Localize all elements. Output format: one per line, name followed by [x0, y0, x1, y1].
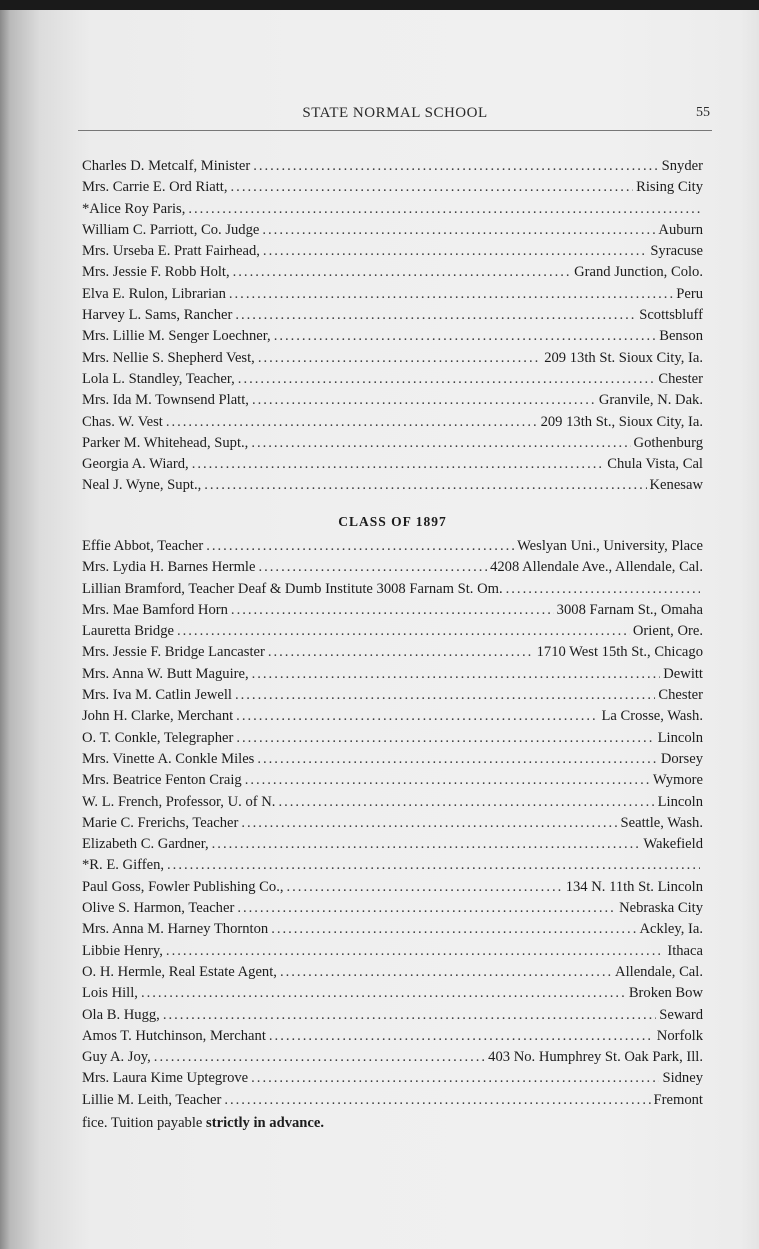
list-item [82, 1028, 703, 1049]
entry-place: 209 13th St. Sioux City, Ia. [544, 349, 703, 366]
entry-place: Wymore [652, 772, 703, 789]
list-item [82, 857, 703, 878]
dot-leader [167, 857, 700, 874]
list-item [82, 243, 703, 264]
list-item [82, 307, 703, 328]
list-item [82, 179, 703, 200]
entry-name: Lola L. Standley, Teacher, [82, 370, 235, 387]
dot-leader [229, 286, 673, 303]
entry-name: Libbie Henry, [82, 942, 163, 959]
entry-place: Weslyan Uni., University, Place [517, 538, 703, 554]
dot-leader [241, 815, 617, 832]
entry-place: Orient, Ore. [632, 623, 703, 640]
entry-name: Mrs. Urseba E. Pratt Fairhead, [82, 243, 260, 260]
entry-place: Sidney [662, 1070, 703, 1087]
entry-name: Mrs. Lillie M. Senger Loechner, [82, 328, 271, 345]
dot-leader [237, 900, 616, 917]
entry-place: Ithaca [667, 942, 703, 959]
list-item [82, 900, 703, 921]
dot-leader [269, 1028, 654, 1045]
list-item [82, 286, 703, 307]
entry-place: Syracuse [650, 243, 703, 260]
list-item [82, 477, 703, 498]
list-item [82, 687, 703, 708]
entry-name: Guy A. Joy, [82, 1049, 151, 1066]
dot-leader [257, 751, 657, 768]
entry-name: Mrs. Mae Bamford Horn [82, 601, 228, 618]
footer-note [82, 1115, 324, 1132]
entry-name: John H. Clarke, Merchant [82, 708, 234, 725]
running-header [78, 105, 712, 127]
entry-name: Elizabeth C. Gardner, [82, 836, 209, 853]
entry-place: Lincoln [657, 793, 703, 810]
dot-leader [506, 581, 700, 598]
entry-place: 134 N. 11th St. Lincoln [565, 878, 703, 895]
entry-name: Mrs. Iva M. Catlin Jewell [82, 687, 232, 704]
entry-place: Auburn [658, 221, 703, 238]
dot-leader [252, 392, 596, 409]
list-item [82, 222, 703, 243]
dot-leader [206, 538, 514, 555]
dot-leader [154, 1049, 485, 1066]
entry-name: Mrs. Laura Kime Uptegrove [82, 1070, 249, 1087]
dot-leader [231, 179, 634, 196]
dot-leader [212, 836, 641, 853]
dot-leader [177, 623, 630, 640]
dot-leader [192, 456, 605, 473]
dot-leader [141, 985, 626, 1002]
dot-leader [235, 687, 655, 704]
entry-place: Chester [658, 370, 703, 387]
list-item [82, 538, 703, 559]
entry-place: Wakefield [643, 836, 703, 853]
entry-place: Snyder [661, 158, 703, 174]
list-item [82, 772, 703, 793]
footer-emphasis: strictly in advance. [206, 1115, 325, 1131]
footer-prefix: fice. Tuition payable [82, 1115, 207, 1131]
dot-leader [268, 644, 534, 661]
entry-place: Grand Junction, Colo. [574, 264, 703, 281]
entry-place: Broken Bow [628, 985, 703, 1002]
entry-name: Effie Abbot, Teacher [82, 538, 204, 554]
list-item [82, 456, 703, 477]
entry-name: Mrs. Jessie F. Bridge Lancaster [82, 644, 265, 661]
entry-name: Elva E. Rulon, Librarian [82, 285, 226, 302]
list-item [82, 602, 703, 623]
dot-leader [163, 1007, 656, 1024]
entry-place: Gothenburg [633, 434, 703, 451]
list-item [82, 921, 703, 942]
list-item [82, 1007, 703, 1028]
list-item [82, 264, 703, 285]
dot-leader [271, 921, 636, 938]
list-item [82, 158, 703, 179]
list-item [82, 623, 703, 644]
entry-name: Harvey L. Sams, Rancher [82, 307, 233, 324]
entry-place: Ackley, Ia. [639, 921, 703, 938]
entry-place: Nebraska City [619, 900, 703, 917]
dot-leader [204, 477, 646, 494]
entry-place: Seattle, Wash. [620, 814, 703, 831]
alumni-list-1897 [82, 538, 703, 1113]
list-item [82, 730, 703, 751]
entry-place: Kenesaw [649, 477, 703, 494]
entry-name: Lillie M. Leith, Teacher [82, 1091, 222, 1108]
entry-place: Norfolk [656, 1027, 703, 1044]
entry-place: Granvile, N. Dak. [598, 392, 703, 409]
list-item [82, 879, 703, 900]
entry-place: Scottsbluff [639, 307, 703, 324]
entry-place: 1710 West 15th St., Chicago [536, 644, 703, 661]
entry-name: Lauretta Bridge [82, 623, 174, 640]
list-item [82, 985, 703, 1006]
entry-name: O. H. Hermle, Real Estate Agent, [82, 963, 277, 980]
dot-leader [278, 794, 654, 811]
entry-place: La Crosse, Wash. [601, 708, 703, 725]
list-item [82, 414, 703, 435]
dot-leader [166, 943, 664, 960]
entry-name: Mrs. Nellie S. Shepherd Vest, [82, 349, 255, 366]
dot-leader [274, 328, 657, 345]
entry-name: Neal J. Wyne, Supt., [82, 477, 202, 494]
entry-place: Fremont [653, 1091, 703, 1108]
entry-place: Rising City [636, 179, 703, 196]
entry-place: 403 No. Humphrey St. Oak Park, Ill. [488, 1049, 703, 1066]
dot-leader [236, 730, 654, 747]
entry-name: Charles D. Metcalf, Minister [82, 158, 251, 174]
list-item [82, 644, 703, 665]
dot-leader [262, 222, 655, 239]
entry-place: 209 13th St., Sioux City, Ia. [540, 413, 703, 430]
list-item [82, 794, 703, 815]
dot-leader [258, 350, 541, 367]
dot-leader [238, 371, 656, 388]
alumni-list-prior [82, 158, 703, 499]
entry-place: Dorsey [660, 750, 703, 767]
dot-leader [253, 158, 658, 175]
header-title: STATE NORMAL SCHOOL [302, 105, 488, 121]
list-item [82, 943, 703, 964]
dot-leader [224, 1092, 650, 1109]
entry-name: Georgia A. Wiard, [82, 456, 189, 473]
dot-leader [231, 602, 554, 619]
entry-name: Marie C. Frerichs, Teacher [82, 814, 239, 831]
entry-place: 3008 Farnam St., Omaha [556, 601, 703, 618]
entry-place: 4208 Allendale Ave., Allendale, Cal. [490, 559, 703, 576]
entry-name: Mrs. Vinette A. Conkle Miles [82, 750, 255, 767]
entry-name: Mrs. Ida M. Townsend Platt, [82, 392, 249, 409]
entry-name: William C. Parriott, Co. Judge [82, 221, 260, 238]
entry-name: W. L. French, Professor, U. of N. [82, 793, 276, 810]
entry-name: *Alice Roy Paris, [82, 200, 186, 217]
list-item [82, 1049, 703, 1070]
dot-leader [251, 435, 630, 452]
entry-place: Allendale, Cal. [615, 963, 703, 980]
list-item [82, 815, 703, 836]
entry-place: Dewitt [663, 665, 703, 682]
entry-name: Olive S. Harmon, Teacher [82, 900, 235, 917]
entry-name: O. T. Conkle, Telegrapher [82, 729, 234, 746]
page-number: 55 [696, 105, 710, 120]
list-item [82, 751, 703, 772]
header-rule [78, 130, 712, 131]
entry-place: Seward [659, 1006, 703, 1023]
list-item [82, 1092, 703, 1113]
entry-place: Peru [676, 285, 703, 302]
list-item [82, 708, 703, 729]
list-item [82, 328, 703, 349]
dot-leader [235, 307, 636, 324]
entry-name: Lois Hill, [82, 985, 138, 1002]
entry-place: Lincoln [657, 729, 703, 746]
entry-name: Paul Goss, Fowler Publishing Co., [82, 878, 284, 895]
scan-top-edge [0, 0, 759, 10]
section-title: CLASS OF 1897 [338, 514, 447, 529]
list-item [82, 371, 703, 392]
dot-leader [258, 559, 487, 576]
dot-leader [233, 264, 571, 281]
list-item [82, 392, 703, 413]
list-item [82, 350, 703, 371]
list-item [82, 581, 703, 602]
list-item [82, 836, 703, 857]
entry-name: Parker M. Whitehead, Supt., [82, 434, 249, 451]
dot-leader [236, 708, 598, 725]
entry-name: Mrs. Carrie E. Ord Riatt, [82, 179, 228, 196]
entry-name: *R. E. Giffen, [82, 857, 165, 874]
entry-place: Chester [658, 687, 703, 704]
dot-leader [280, 964, 612, 981]
list-item [82, 1070, 703, 1091]
entry-name: Mrs. Jessie F. Robb Holt, [82, 264, 230, 281]
entry-name: Mrs. Lydia H. Barnes Hermle [82, 559, 256, 576]
dot-leader [251, 1070, 659, 1087]
dot-leader [166, 414, 538, 431]
entry-name: Ola B. Hugg, [82, 1006, 160, 1023]
list-item [82, 666, 703, 687]
dot-leader [245, 772, 650, 789]
entry-name: Mrs. Anna W. Butt Maguire, [82, 665, 249, 682]
dot-leader [263, 243, 647, 260]
list-item [82, 559, 703, 580]
list-item [82, 201, 703, 222]
list-item [82, 435, 703, 456]
entry-name: Chas. W. Vest [82, 413, 163, 430]
entry-place: Benson [659, 328, 703, 345]
dot-leader [252, 666, 661, 683]
dot-leader [287, 879, 563, 896]
entry-name: Lillian Bramford, Teacher Deaf & Dumb Institute 3008 Farnam St. Om. [82, 580, 503, 597]
dot-leader [188, 201, 700, 218]
entry-name: Amos T. Hutchinson, Merchant [82, 1027, 266, 1044]
entry-place: Chula Vista, Cal [607, 456, 703, 473]
entry-name: Mrs. Anna M. Harney Thornton [82, 921, 269, 938]
entry-name: Mrs. Beatrice Fenton Craig [82, 772, 242, 789]
list-item [82, 964, 703, 985]
